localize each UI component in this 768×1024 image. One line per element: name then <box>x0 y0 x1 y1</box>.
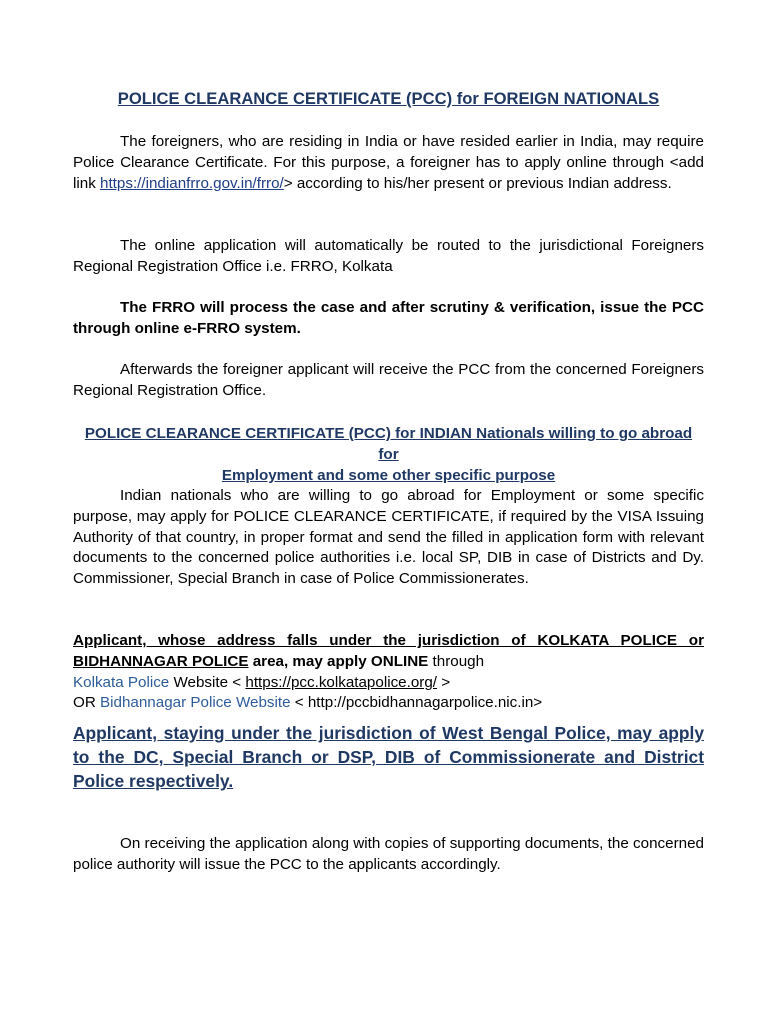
online-apply-paragraph <box>73 631 704 673</box>
foreigners-paragraph-text-2: > according to his/her present or previous Indian address. <box>283 174 672 192</box>
kolkata-website-line <box>73 673 704 694</box>
kolkata-website-end: > <box>437 673 451 691</box>
routing-paragraph: The online application will automatically be routed to the jurisdictional Foreigners Regional Registration Office i.e. FRRO, Kolkata <box>73 237 704 275</box>
section2-title <box>73 424 704 486</box>
kolkata-police-label: Kolkata Police <box>73 673 170 691</box>
online-apply-area: area, may apply ONLINE <box>248 652 429 670</box>
foreigners-paragraph-text-1: The foreigners, who are residing in India or have resided earlier in India, may require Police Clearance Certificate. For this purpose, a foreigner has to apply online through <add link <box>73 133 704 192</box>
indian-nationals-paragraph: Indian nationals who are willing to go abroad for Employment or some specific purpose, may apply for POLICE CLEARANCE CERTIFICATE, if required by the VISA Issuing Authority of that country, in proper format and send the filled in application form with relevant documents to the concerned police authorities i.e. local SP, DIB in case of Districts and Dy. Commissioner, Special Branch in case of Police Commissionerates. <box>73 487 704 588</box>
section1-title-text: POLICE CLEARANCE CERTIFICATE (PCC) for FOREIGN NATIONALS <box>117 89 660 108</box>
bidhannagar-website-line <box>73 693 704 714</box>
section2-title-line1: POLICE CLEARANCE CERTIFICATE (PCC) for INDIAN Nationals willing to go abroad for <box>84 425 693 463</box>
frro-process-paragraph: The FRRO will process the case and after scrutiny & verification, issue the PCC through online e-FRRO system. <box>73 299 704 337</box>
online-apply-jurisdiction: Applicant, whose address falls under the jurisdiction of KOLKATA POLICE or BIDHANNAGAR POLICE <box>73 632 704 670</box>
frro-link[interactable]: https://indianfrro.gov.in/frro/ <box>100 174 284 192</box>
closing-paragraph: On receiving the application along with copies of supporting documents, the concerned police authority will issue the PCC to the applicants accordingly. <box>73 835 704 873</box>
section1-title <box>73 89 704 110</box>
online-apply-block <box>73 631 704 714</box>
foreigners-paragraph <box>73 132 704 194</box>
kolkata-website-text: Website < <box>169 673 246 691</box>
west-bengal-note: Applicant, staying under the jurisdiction of West Bengal Police, may apply to the DC, Special Branch or DSP, DIB of Commissionerate and District Police respectively. <box>73 723 704 791</box>
afterwards-paragraph: Afterwards the foreigner applicant will receive the PCC from the concerned Foreigners Regional Registration Office. <box>73 361 704 399</box>
or-text: OR <box>73 694 101 712</box>
bidhannagar-police-label: Bidhannagar Police Website <box>100 694 291 712</box>
section2-title-line2: Employment and some other specific purpose <box>221 466 556 484</box>
bidhannagar-url: < http://pccbidhannagarpolice.nic.in> <box>290 694 543 712</box>
kolkata-pcc-link[interactable]: https://pcc.kolkatapolice.org/ <box>245 673 438 691</box>
online-apply-through: through <box>428 652 485 670</box>
